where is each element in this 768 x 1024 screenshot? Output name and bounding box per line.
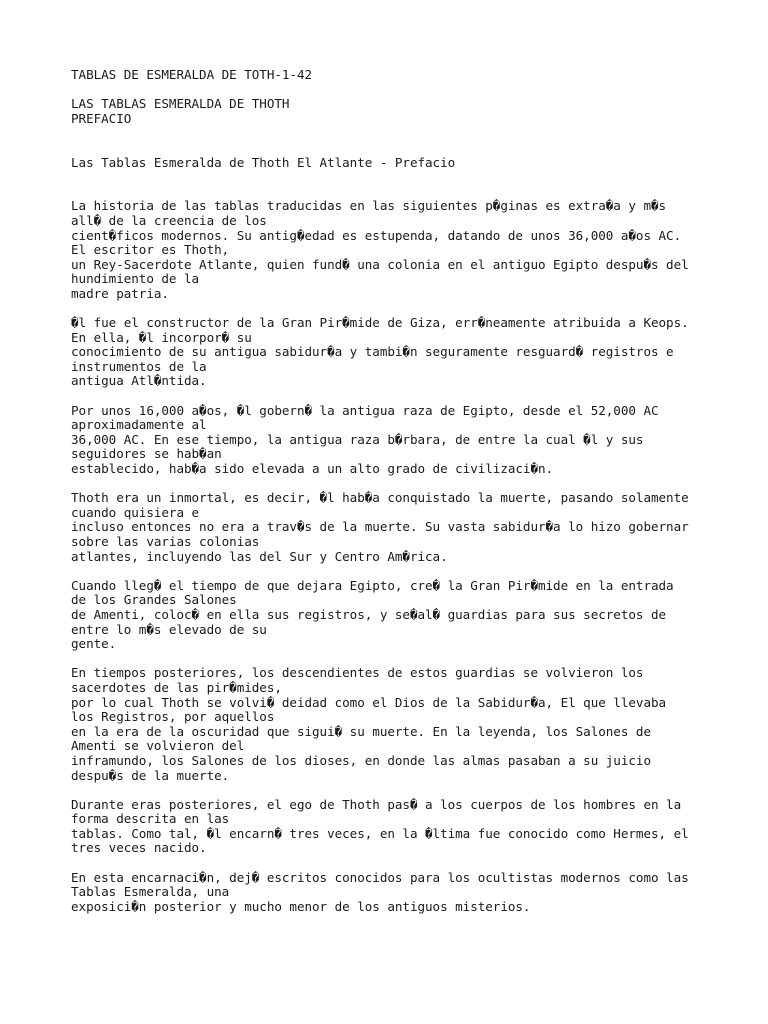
paragraph-line: inframundo, los Salones de los dioses, en donde las almas pasaban a su juicio — [71, 752, 651, 768]
paragraph-line: Por unos 16,000 a�os, �l gobern� la antigua raza de Egipto, desde el 52,000 AC — [71, 402, 659, 418]
paragraph-line: La historia de las tablas traducidas en las siguientes p�ginas es extra�a y m�s — [71, 198, 667, 214]
paragraph-line: un Rey-Sacerdote Atlante, quien fund� una colonia en el antiguo Egipto despu�s del — [71, 256, 689, 272]
paragraph-line: 36,000 AC. En ese tiempo, la antigua raza b�rbara, de entre la cual �l y sus — [71, 431, 644, 447]
paragraph — [71, 798, 711, 856]
paragraph-line: incluso entonces no era a trav�s de la muerte. Su vasta sabidur�a lo hizo gobernar — [71, 519, 689, 535]
paragraph-line: Cuando lleg� el tiempo de que dejara Egipto, cre� la Gran Pir�mide en la entrada — [71, 577, 674, 593]
section-title: Las Tablas Esmeralda de Thoth El Atlante - Prefacio — [71, 154, 456, 170]
paragraph-line: tablas. Como tal, �l encarn� tres veces, en la �ltima fue conocido como Hermes, el — [71, 825, 689, 841]
paragraph-line: Amenti se volvieron del — [71, 738, 245, 754]
paragraph-line: En tiempos posteriores, los descendientes de estos guardias se volvieron los — [71, 665, 644, 681]
subtitle-line-2: PREFACIO — [71, 110, 132, 126]
paragraph-line: gente. — [71, 636, 117, 652]
paragraph-line: cuando quisiera e — [71, 504, 200, 520]
paragraph-line: El escritor es Thoth, — [71, 242, 230, 258]
paragraph-line: de Amenti, coloc� en ella sus registros, y se�al� guardias para sus secretos de — [71, 606, 667, 622]
paragraph-line: los Registros, por aquellos — [71, 709, 275, 725]
paragraph-line: Tablas Esmeralda, una — [71, 884, 230, 900]
spacer — [71, 783, 711, 798]
paragraph-line: Thoth era un inmortal, es decir, �l hab�a conquistado la muerte, pasando solamente — [71, 490, 689, 506]
paragraph-line: despu�s de la muerte. — [71, 767, 230, 783]
paragraph — [71, 666, 711, 783]
paragraph — [71, 871, 711, 915]
paragraph — [71, 404, 711, 477]
paragraph-line: entre lo m�s elevado de su — [71, 621, 267, 637]
body-paragraphs — [71, 199, 711, 914]
spacer — [71, 856, 711, 871]
spacer — [71, 83, 711, 98]
paragraph-line: all� de la creencia de los — [71, 212, 267, 228]
paragraph-line: por lo cual Thoth se volvi� deidad como el Dios de la Sabidur�a, El que llevaba — [71, 694, 667, 710]
paragraph-line: instrumentos de la — [71, 358, 207, 374]
paragraph-line: tres veces nacido. — [71, 840, 207, 856]
spacer — [71, 302, 711, 317]
header-title: TABLAS DE ESMERALDA DE TOTH-1-42 — [71, 67, 313, 82]
spacer — [71, 564, 711, 579]
paragraph-line: antigua Atl�ntida. — [71, 373, 207, 389]
paragraph-line: cient�ficos modernos. Su antig�edad es estupenda, datando de unos 36,000 a�os AC. — [71, 227, 682, 243]
paragraph — [71, 579, 711, 652]
paragraph-line: sacerdotes de las pir�mides, — [71, 679, 282, 695]
paragraph-line: seguidores se hab�an — [71, 446, 222, 462]
paragraph-line: hundimiento de la — [71, 271, 200, 287]
paragraph — [71, 199, 711, 301]
paragraph-line: forma descrita en las — [71, 811, 230, 827]
spacer — [71, 389, 711, 404]
paragraph-line: En ella, �l incorpor� su — [71, 329, 252, 345]
document-page — [71, 68, 711, 914]
paragraph-line: exposici�n posterior y mucho menor de los antiguos misterios. — [71, 898, 531, 914]
paragraph-line: conocimiento de su antigua sabidur�a y tambi�n seguramente resguard� registros e — [71, 344, 674, 360]
subtitle-line-1: LAS TABLAS ESMERALDA DE THOTH — [71, 96, 290, 112]
paragraph-line: en la era de la oscuridad que sigui� su muerte. En la leyenda, los Salones de — [71, 723, 651, 739]
paragraph-line: madre patria. — [71, 285, 169, 301]
paragraph-line: establecido, hab�a sido elevada a un alto grado de civilizaci�n. — [71, 461, 554, 477]
paragraph-line: En esta encarnaci�n, dej� escritos conocidos para los ocultistas modernos como las — [71, 869, 689, 885]
paragraph-line: sobre las varias colonias — [71, 534, 260, 549]
spacer — [71, 170, 711, 199]
spacer — [71, 652, 711, 667]
paragraph-line: �l fue el constructor de la Gran Pir�mide de Giza, err�neamente atribuida a Keops. — [71, 315, 689, 331]
paragraph-line: atlantes, incluyendo las del Sur y Centro Am�rica. — [71, 548, 448, 564]
paragraph — [71, 316, 711, 389]
paragraph — [71, 491, 711, 564]
spacer — [71, 477, 711, 492]
paragraph-line: de los Grandes Salones — [71, 592, 237, 608]
paragraph-line: Durante eras posteriores, el ego de Thoth pas� a los cuerpos de los hombres en la — [71, 796, 682, 812]
paragraph-line: aproximadamente al — [71, 417, 207, 433]
spacer — [71, 126, 711, 155]
